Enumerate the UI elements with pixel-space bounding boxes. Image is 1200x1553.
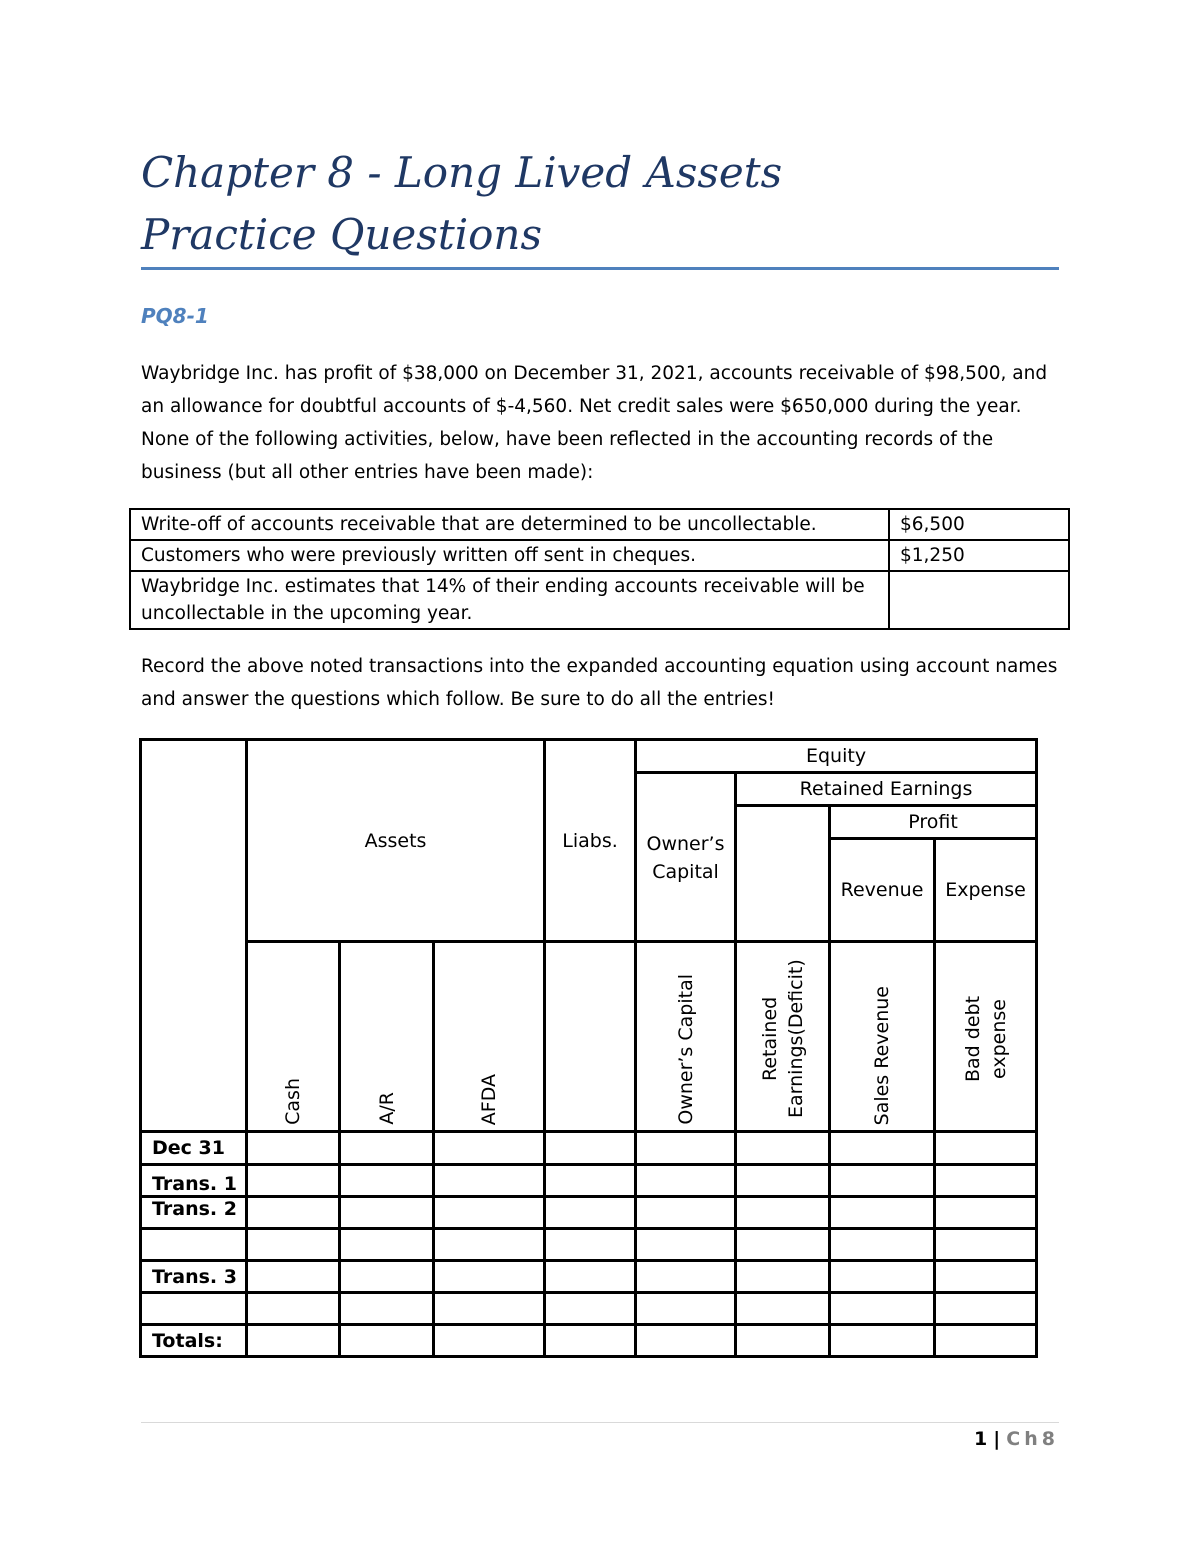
footer-divider	[141, 1422, 1059, 1423]
table-row	[141, 1165, 1037, 1197]
intro-paragraph: Waybridge Inc. has profit of $38,000 on December 31, 2021, accounts receivable of $98,500, and an allowance for doubtful accounts of $-4,560. Net credit sales were $650,000 during the year. None of the following activities, below, have been reflected in the accounting records of the business (but all other entries have been made):	[141, 363, 1048, 483]
footer-separator: |	[993, 1428, 1001, 1450]
table-row	[141, 1197, 1037, 1229]
account-label: Sales Revenue	[871, 985, 894, 1125]
owners-capital-header: Owner’s Capital	[636, 773, 736, 942]
account-label: Cash	[282, 1078, 304, 1125]
table-row	[141, 1229, 1037, 1261]
expense-header: Expense	[935, 839, 1037, 942]
account-ar	[340, 942, 434, 1132]
activity-description: Customers who were previously written off sent in cheques.	[130, 540, 889, 571]
activity-row	[130, 571, 1069, 629]
account-label: Retained Earnings(Deficit)	[758, 959, 807, 1119]
page-title	[141, 142, 782, 266]
chapter-label: Ch8	[1006, 1428, 1059, 1450]
revenue-header: Revenue	[830, 839, 935, 942]
account-afda	[434, 942, 545, 1132]
row-label-header	[141, 740, 247, 1132]
title-divider	[141, 267, 1059, 270]
row-label	[141, 1229, 247, 1261]
activity-amount: $1,250	[889, 540, 1069, 571]
row-label: Trans. 1	[141, 1165, 247, 1197]
account-label: AFDA	[478, 1073, 500, 1125]
title-line-2: Practice Questions	[141, 210, 543, 259]
account-cash	[247, 942, 340, 1132]
retained-earnings-blank	[736, 806, 830, 942]
activities-table	[129, 508, 1070, 630]
activity-description: Waybridge Inc. estimates that 14% of their ending accounts receivable will be uncollectable in the upcoming year.	[130, 571, 889, 629]
section-heading: PQ8-1	[141, 304, 209, 328]
activity-row	[130, 509, 1069, 540]
row-label: Totals:	[141, 1325, 247, 1357]
row-label: Trans. 2	[141, 1197, 247, 1229]
activity-amount	[889, 571, 1069, 629]
page-number: 1	[974, 1428, 988, 1450]
profit-header: Profit	[830, 806, 1037, 839]
retained-earnings-header: Retained Earnings	[736, 773, 1037, 806]
account-label: A/R	[375, 1092, 398, 1125]
account-sales-revenue	[830, 942, 935, 1132]
row-label	[141, 1293, 247, 1325]
account-label: Bad debt expense	[961, 995, 1010, 1083]
table-row	[141, 1325, 1037, 1357]
table-row	[141, 1293, 1037, 1325]
row-label: Trans. 3	[141, 1261, 247, 1293]
row-label: Dec 31	[141, 1132, 247, 1165]
account-retained-earnings	[736, 942, 830, 1132]
activity-row	[130, 540, 1069, 571]
account-owners-capital	[636, 942, 736, 1132]
title-line-1: Chapter 8 - Long Lived Assets	[141, 148, 783, 197]
instructions-paragraph: Record the above noted transactions into the expanded accounting equation using account names and answer the questions which follow. Be sure to do all the entries!	[141, 656, 1058, 710]
activity-amount: $6,500	[889, 509, 1069, 540]
account-bad-debt-expense	[935, 942, 1037, 1132]
liabs-header: Liabs.	[545, 740, 636, 942]
account-liabs-blank	[545, 942, 636, 1132]
accounting-equation-table	[139, 738, 1038, 1358]
table-row	[141, 1261, 1037, 1293]
assets-header: Assets	[247, 740, 545, 942]
page-footer	[974, 1428, 1059, 1450]
equity-header: Equity	[636, 740, 1037, 773]
activity-description: Write-off of accounts receivable that are determined to be uncollectable.	[130, 509, 889, 540]
table-row	[141, 1132, 1037, 1165]
account-label: Owner’s Capital	[674, 974, 697, 1125]
